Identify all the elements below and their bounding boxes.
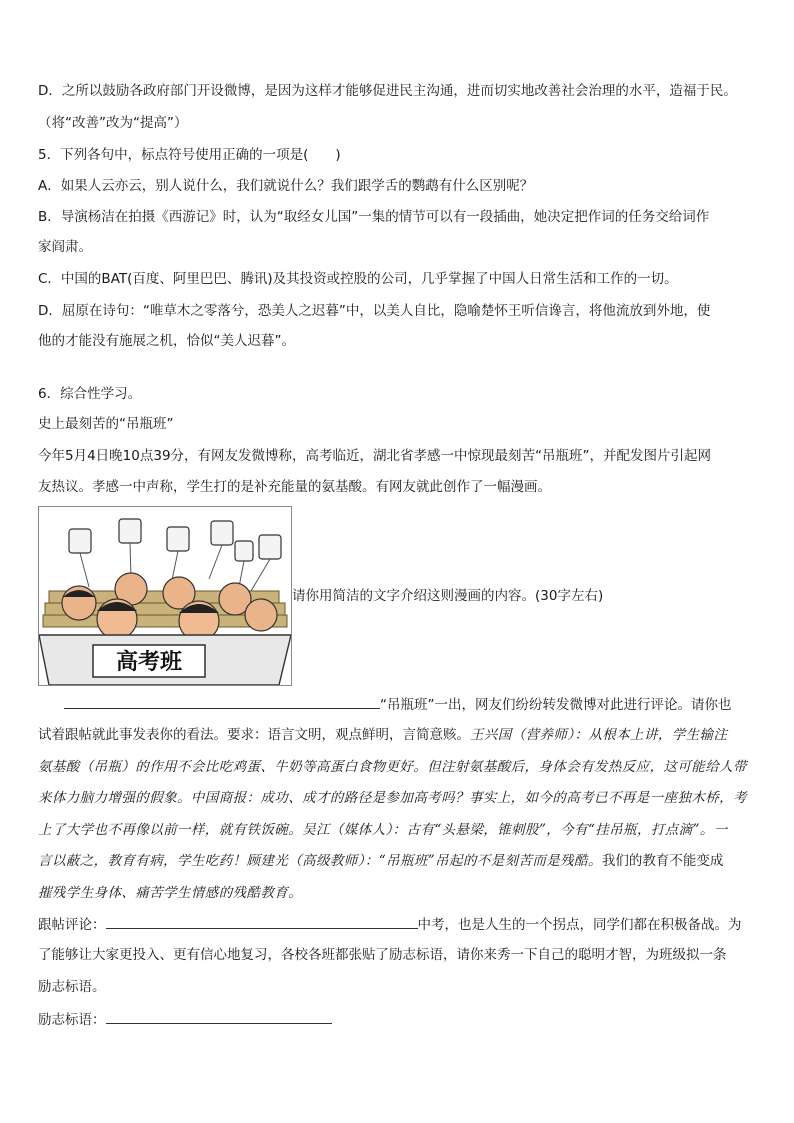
slogan-blank[interactable]: [106, 1009, 332, 1024]
comment-wang: 王兴国（营养师）：从根本上讲，学生输注: [470, 727, 728, 743]
passage-title: 史上最刻苦的“吊瓶班”: [38, 416, 174, 432]
comment-line-4: [38, 851, 723, 871]
comment-line-5: 摧残学生身体、痛苦学生情感的残酷教育。: [38, 885, 303, 901]
option-5a: A．如果人云亦云，别人说什么，我们就说什么？我们跟学舌的鹦鹉有什么区别呢？: [38, 178, 534, 194]
answer-line-1: [64, 694, 732, 715]
option-5b-line1: B．导演杨洁在拍摄《西游记》时，认为“取经女儿国”一集的情节可以有一段插曲，她决定把作词的任务交给词作: [38, 209, 710, 225]
follow-up-line: [38, 914, 742, 935]
question-5-stem: 5．下列各句中，标点符号使用正确的一项是( ): [38, 147, 341, 163]
comment-line-4-tail: 我们的教育不能变成: [601, 853, 724, 869]
option-5c: C．中国的BAT(百度、阿里巴巴、腾讯)及其投资或控股的公司，几乎掌握了中国人日常生活和工作的一切。: [38, 271, 678, 287]
comment-line-2: 来体力脑力增强的假象。中国商报：成功、成才的路径是参加高考吗？事实上，如今的高考已不再是一座独木桥，考: [38, 790, 747, 806]
requirement-text: 试着跟帖就此事发表你的看法。要求：语言文明，观点鲜明，言简意赅。: [38, 727, 470, 743]
comment-line-3: 上了大学也不再像以前一样，就有铁饭碗。吴江（媒体人）：古有“头悬梁，锥刺股”，今有“挂吊瓶，打点滴”。一: [38, 822, 728, 838]
comment-line-4-text: 言以蔽之，教育有病，学生吃药！顾建光（高级教师）：“吊瓶班”吊起的不是刻苦而是残酷。: [38, 853, 602, 869]
passage-line-1: 今年5月4日晚10点39分，有网友发微博称，高考临近，湖北省孝感一中惊现最刻苦“吊瓶班”，并配发图片引起网: [38, 448, 712, 464]
answer-line-1-text: “吊瓶班”一出，网友们纷纷转发微博对此进行评论。请你也: [380, 697, 732, 713]
motto-line-2: 了能够让大家更投入、更有信心地复习，各校各班都张贴了励志标语，请你来秀一下自己的聪明才智，为班级拟一条: [38, 947, 727, 963]
option-5b-line2: 家阎肃。: [38, 239, 92, 255]
motto-line-3: 励志标语。: [38, 979, 106, 995]
question-6-stem: 6．综合性学习。: [38, 386, 142, 402]
answer-blank-comic[interactable]: [64, 694, 380, 709]
option-5d-line2: 他的才能没有施展之机，恰似“美人迟暮”。: [38, 333, 295, 349]
requirement-line: [38, 725, 727, 745]
option-4d-note: （将“改善”改为“提高”）: [38, 115, 188, 131]
slogan-line: [38, 1009, 332, 1030]
slogan-label: 励志标语：: [38, 1012, 106, 1028]
follow-up-label: 跟帖评论：: [38, 917, 106, 933]
option-5d-line1: D．屈原在诗句：“唯草木之零落兮，恐美人之迟暮”中，以美人自比，隐喻楚怀王听信谗言，将他流放到外地，使: [38, 303, 711, 319]
follow-up-blank[interactable]: [106, 914, 418, 929]
option-4d-text: D．之所以鼓励各政府部门开设微博，是因为这样才能够促进民主沟通，进而切实地改善社会治理的水平，造福于民。: [38, 83, 737, 99]
comic-image: [38, 506, 292, 686]
passage-line-2: 友热议。孝感一中声称，学生打的是补充能量的氨基酸。有网友就此创作了一幅漫画。: [38, 479, 551, 495]
comic-prompt: 请你用简洁的文字介绍这则漫画的内容。(30字左右): [292, 588, 604, 604]
follow-up-after: 中考，也是人生的一个拐点，同学们都在积极备战。为: [417, 917, 742, 933]
comment-line-1: 氨基酸（吊瓶）的作用不会比吃鸡蛋、牛奶等高蛋白食物更好。但注射氨基酸后，身体会有发热反应，这可能给人带: [38, 759, 747, 775]
cartoon-illustration: [39, 507, 291, 685]
comic-sign-text: 高考班: [115, 650, 183, 675]
